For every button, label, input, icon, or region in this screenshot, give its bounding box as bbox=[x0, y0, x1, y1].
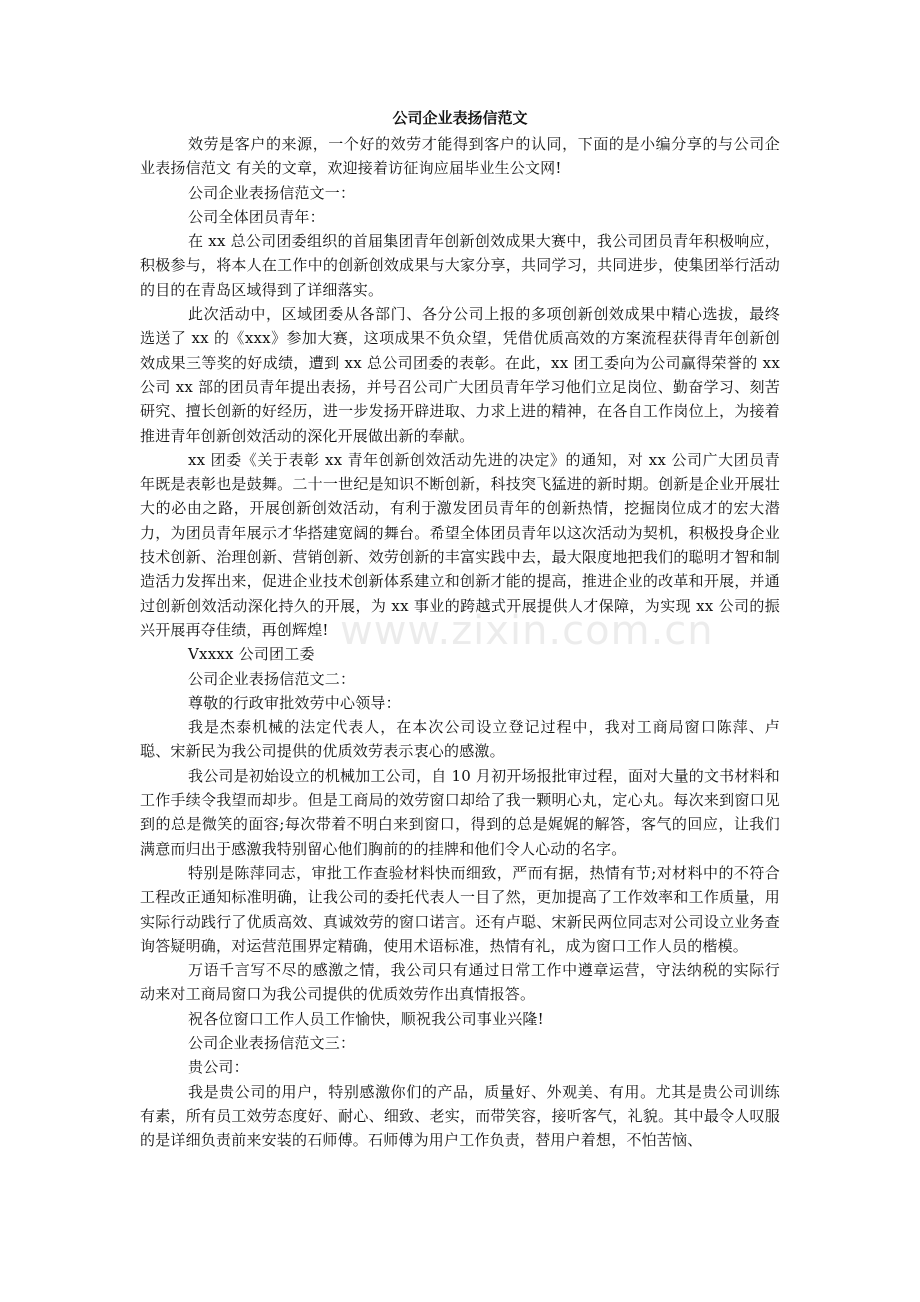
paragraph-signature-one: Vxxxx 公司团工委 bbox=[188, 645, 315, 664]
document-title: 公司企业表扬信范文 bbox=[392, 109, 528, 127]
paragraph-body: xx 团委《关于表彰 xx 青年创新创效活动先进的决定》的通知，对 xx 公司广大团员青年既是表彰也是鼓舞。二十一世纪是知识不断创新，科技突飞猛进的新时期。创新是企业开展壮大的必由之路，开展创新创效活动，有利于激发团员青年的创新热情，挖掘岗位成才的宏大潜力，为团员青年展示才华搭建宽阔的舞台。希望全体团员青年以这次活动为契机，积极投身企业技术创新、治理创新、营销创新、效劳创新的丰富实践中去，最大限度地把我们的聪明才智和制造活力发挥出来，促进企业技术创新体系建立和创新才能的提高，推进企业的改革和开展，并通过创新创效活动深化持久的开展，为 xx 事业的跨越式开展提供人才保障，为实现 xx 公司的振兴开展再夺佳绩，再创辉煌! bbox=[140, 450, 780, 639]
paragraph-body: 此次活动中，区域团委从各部门、各分公司上报的多项创新创效成果中精心选拔，最终选送了 xx 的《xxx》参加大赛，这项成果不负众望，凭借优质高效的方案流程获得青年创新创效成果三等奖的好成绩，遭到 xx 总公司团委的表彰。在此，xx 团工委向为公司赢得荣誉的 xx 公司 xx 部的团员青年提出表扬，并号召公司广大团员青年学习他们立足岗位、勤奋学习、刻苦研究、擅长创新的好经历，进一步发扬开辟进取、力求上进的精神，在各自工作岗位上，为接着推进青年创新创效活动的深化开展做出新的奉献。 bbox=[140, 305, 780, 445]
paragraph-heading-one: 公司企业表扬信范文一： bbox=[188, 183, 356, 202]
watermark: www.zixin.com.cn bbox=[340, 608, 714, 654]
paragraph-body: 我公司是初始设立的机械加工公司，自 10 月初开场报批审过程，面对大量的文书材料和工作手续令我望而却步。但是工商局的效劳窗口却给了我一颗明心丸，定心丸。每次来到窗口见到的总是微笑的面容;每次带着不明白来到窗口，得到的总是娓娓的解答，客气的回应，让我们满意而归出于感激我特别留心他们胸前的的挂牌和他们令人心动的名字。 bbox=[140, 766, 780, 858]
paragraph-closing-two: 祝各位窗口工作人员工作愉快，顺祝我公司事业兴隆! bbox=[188, 1009, 544, 1028]
paragraph-body: 在 xx 总公司团委组织的首届集团青年创新创效成果大赛中，我公司团员青年积极响应，积极参与，将本人在工作中的创新创效成果与大家分享，共同学习，共同进步，使集团举行活动的目的在青岛区域得到了详细落实。 bbox=[140, 232, 780, 299]
paragraph-body: 万语千言写不尽的感激之情，我公司只有通过日常工作中遵章运营，守法纳税的实际行动来对工商局窗口为我公司提供的优质效劳作出真情报答。 bbox=[140, 961, 780, 1004]
paragraph-body: 我是杰泰机械的法定代表人，在本次公司设立登记过程中，我对工商局窗口陈萍、卢聪、宋新民为我公司提供的优质效劳表示衷心的感激。 bbox=[140, 718, 780, 761]
paragraph-salutation-one: 公司全体团员青年： bbox=[188, 207, 325, 226]
paragraph-body: 特别是陈萍同志，审批工作查验材料快而细致，严而有据，热情有节;对材料中的不符合工程改正通知标准明确，让我公司的委托代表人一目了然，更加提高了工作效率和工作质量，用实际行动践行了优质高效、真诚效劳的窗口诺言。还有卢聪、宋新民两位同志对公司设立业务查询答疑明确，对运营范围界定精确，使用术语标准，热情有礼，成为窗口工作人员的楷模。 bbox=[140, 863, 780, 955]
paragraph-body: 我是贵公司的用户，特别感激你们的产品，质量好、外观美、有用。尤其是贵公司训练有素，所有员工效劳态度好、耐心、细致、老实，而带笑容，接听客气，礼貌。其中最令人叹服的是详细负责前来安装的石师傅。石师傅为用户工作负责，替用户着想，不怕苦恼、 bbox=[140, 1082, 780, 1150]
paragraph-intro: 效劳是客户的来源，一个好的效劳才能得到客户的认同，下面的是小编分享的与公司企业表扬信范文 有关的文章，欢迎接着访征询应届毕业生公文网! bbox=[140, 135, 780, 178]
paragraph-salutation-two: 尊敬的行政审批效劳中心领导： bbox=[188, 693, 401, 712]
paragraph-salutation-three: 贵公司： bbox=[188, 1058, 249, 1077]
paragraph-heading-three: 公司企业表扬信范文三： bbox=[188, 1033, 356, 1052]
document-page bbox=[140, 104, 780, 1152]
paragraph-heading-two: 公司企业表扬信范文二： bbox=[188, 669, 356, 688]
